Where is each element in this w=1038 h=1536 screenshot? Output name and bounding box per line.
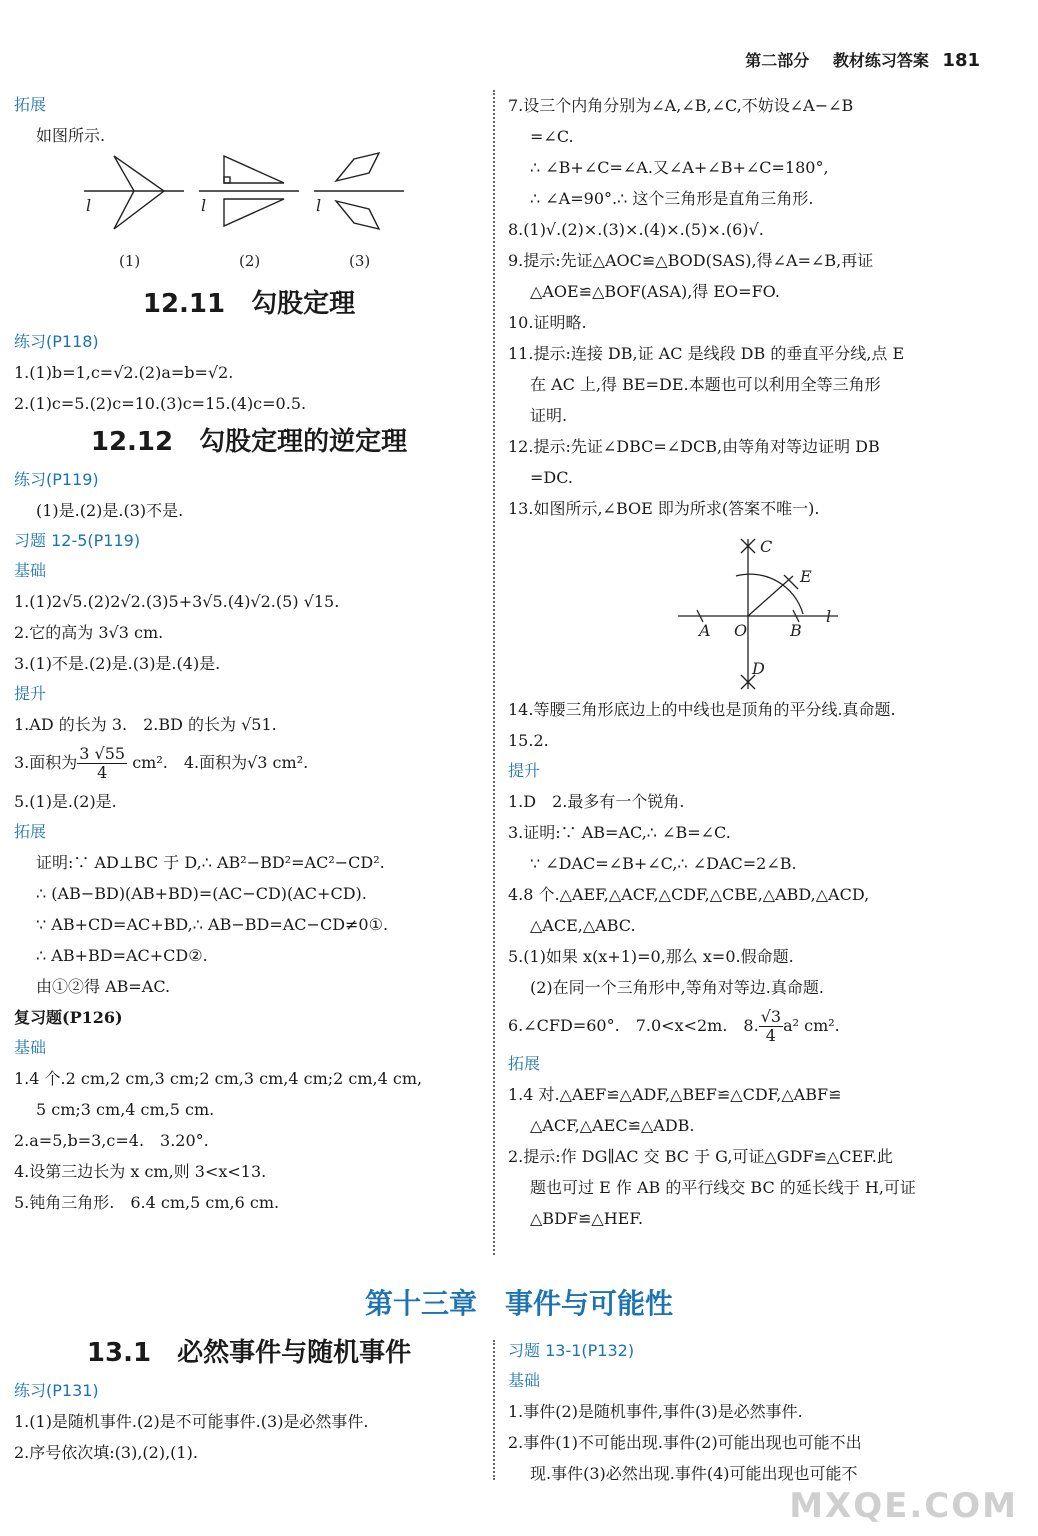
point-label-E: E: [800, 567, 812, 586]
figure-3: [314, 153, 404, 229]
tuozhan-text: 如图所示.: [36, 126, 106, 145]
answer-line: △BDF≌△HEF.: [530, 1209, 644, 1228]
answer-line: 1.4 对.△AEF≌△ADF,△BEF≌△CDF,△ABF≌: [508, 1085, 842, 1104]
answer-line: ∴ ∠A=90°.∴ 这个三角形是直角三角形.: [530, 189, 814, 208]
line-l-label-3: l: [316, 196, 322, 215]
answer-line: ∵ ∠DAC=∠B+∠C,∴ ∠DAC=2∠B.: [530, 854, 797, 873]
answer-line: 2.事件(1)不可能出现.事件(2)可能出现也可能不出: [508, 1433, 862, 1452]
subheading-tuozhan: 拓展: [14, 822, 47, 841]
construction-figure: [508, 524, 988, 694]
fig-label-1: (1): [119, 252, 141, 270]
point-label-O: O: [734, 621, 748, 640]
figure-1: [84, 156, 184, 229]
page-header: [745, 48, 980, 71]
left-column: [14, 90, 484, 1218]
subheading-lx131: 练习(P131): [14, 1381, 99, 1400]
answer-line-fraction: [508, 1003, 988, 1049]
answer-line: (1)是.(2)是.(3)不是.: [36, 501, 184, 520]
answer-line: 9.提示:先证△AOC≌△BOD(SAS),得∠A=∠B,再证: [508, 251, 874, 270]
subheading-xt12-5: 习题 12-5(P119): [14, 531, 141, 550]
answer-line: 2.它的高为 3√3 cm.: [14, 623, 164, 642]
line-label-l: l: [826, 607, 832, 626]
right-column-chapter13: [508, 1336, 988, 1489]
answer-line: 12.提示:先证∠DBC=∠DCB,由等角对等边证明 DB: [508, 437, 880, 456]
answer-line: 4.8 个.△AEF,△ACF,△CDF,△CBE,△ABD,△ACD,: [508, 885, 870, 904]
subheading-lx119: 练习(P119): [14, 470, 99, 489]
answer-suffix: cm². 4.面积为√3 cm².: [127, 753, 309, 772]
answer-line: 1.(1)b=1,c=√2.(2)a=b=√2.: [14, 363, 234, 382]
answer-line: =DC.: [530, 468, 573, 487]
answer-line: 2.a=5,b=3,c=4. 3.20°.: [14, 1131, 209, 1150]
reflection-figures: [74, 151, 494, 281]
fraction: [77, 745, 127, 782]
proof-line: ∵ AB+CD=AC+BD,∴ AB−BD=AC−CD≠0①.: [36, 915, 389, 934]
fraction-numerator: √3: [760, 1007, 782, 1026]
answer-line: 3.(1)不是.(2)是.(3)是.(4)是.: [14, 654, 221, 673]
subheading-jichu: 基础: [14, 1038, 47, 1057]
column-divider-bottom: [493, 1340, 495, 1480]
answer-line: 15.2.: [508, 731, 549, 750]
answer-line: 5.(1)是.(2)是.: [14, 792, 117, 811]
chapter-title: 第十三章 事件与可能性: [364, 1287, 673, 1320]
subheading-tisheng: 提升: [508, 761, 541, 780]
answer-line: 1.4 个.2 cm,2 cm,3 cm;2 cm,3 cm,4 cm;2 cm,4 cm,: [14, 1069, 423, 1088]
fraction-denominator: 4: [765, 1026, 776, 1045]
answer-line-fraction: [14, 740, 484, 786]
answer-line: 5.钝角三角形. 6.4 cm,5 cm,6 cm.: [14, 1193, 280, 1212]
point-label-B: B: [790, 621, 802, 640]
answer-line: 8.(1)√.(2)×.(3)×.(4)×.(5)×.(6)√.: [508, 220, 764, 239]
answer-line: △AOE≌△BOF(ASA),得 EO=FO.: [530, 282, 780, 301]
answer-line: 题也可过 E 作 AB 的平行线交 BC 的延长线于 H,可证: [530, 1178, 916, 1197]
answer-line: 1.D 2.最多有一个锐角.: [508, 792, 685, 811]
proof-line: 证明:∵ AD⊥BC 于 D,∴ AB²−BD²=AC²−CD².: [36, 853, 385, 872]
point-label-D: D: [752, 659, 765, 678]
answer-line: 5.(1)如果 x(x+1)=0,那么 x=0.假命题.: [508, 947, 794, 966]
watermark: MXQE.COM: [789, 1486, 1018, 1526]
section-title-12-12: 12.12 勾股定理的逆定理: [90, 427, 408, 457]
proof-line: 由①②得 AB=AC.: [36, 977, 171, 996]
subheading-tuozhan: 拓展: [14, 95, 47, 114]
fig-label-3: (3): [349, 252, 371, 270]
answer-prefix: 3.面积为: [14, 753, 78, 772]
header-book: 教材练习答案: [832, 51, 929, 70]
answer-line: 2.提示:作 DG∥AC 交 BC 于 G,可证△GDF≌△CEF.此: [508, 1147, 893, 1166]
answer-line: △ACE,△ABC.: [530, 916, 636, 935]
answer-line: 13.如图所示,∠BOE 即为所求(答案不唯一).: [508, 499, 820, 518]
line-l-label-2: l: [201, 196, 207, 215]
answer-line: 1.(1)2√5.(2)2√2.(3)5+3√5.(4)√2.(5) √15.: [14, 592, 340, 611]
point-label-C: C: [760, 537, 773, 556]
fraction: [759, 1008, 783, 1045]
answer-line: 1.事件(2)是随机事件,事件(3)是必然事件.: [508, 1402, 803, 1421]
fraction-numerator: 3 √55: [79, 744, 126, 763]
section-title-12-11: 12.11 勾股定理: [142, 289, 356, 319]
answer-line: 5 cm;3 cm,4 cm,5 cm.: [36, 1100, 215, 1119]
left-column-chapter13: [14, 1330, 484, 1468]
answer-line: 1.(1)是随机事件.(2)是不可能事件.(3)是必然事件.: [14, 1412, 369, 1431]
subheading-jichu: 基础: [14, 561, 47, 580]
answer-line: 证明.: [530, 406, 568, 425]
answer-line: ∴ ∠B+∠C=∠A.又∠A+∠B+∠C=180°,: [530, 158, 829, 177]
answer-line: 3.证明:∵ AB=AC,∴ ∠B=∠C.: [508, 823, 731, 842]
answer-line: 4.设第三边长为 x cm,则 3<x<13.: [14, 1162, 267, 1181]
answer-prefix: 6.∠CFD=60°. 7.0<x<2m. 8.: [508, 1016, 759, 1035]
fig-label-2: (2): [239, 252, 261, 270]
page-number: 181: [942, 50, 980, 71]
right-column: [508, 90, 988, 1234]
answer-line: 现.事件(3)必然出现.事件(4)可能出现也可能不: [530, 1464, 858, 1483]
answer-line: (2)在同一个三角形中,等角对等边.真命题.: [530, 978, 824, 997]
answer-line: 7.设三个内角分别为∠A,∠B,∠C,不妨设∠A−∠B: [508, 96, 854, 115]
subheading-jichu: 基础: [508, 1371, 541, 1390]
figure-2: [199, 156, 299, 226]
header-section: 第二部分: [745, 51, 810, 70]
subheading-tuozhan: 拓展: [508, 1054, 541, 1073]
subheading-fuxiti: 复习题(P126): [14, 1008, 123, 1027]
point-label-A: A: [699, 621, 711, 640]
proof-line: ∴ AB+BD=AC+CD②.: [36, 946, 208, 965]
subheading-xt13-1: 习题 13-1(P132): [508, 1341, 635, 1360]
answer-line: =∠C.: [530, 127, 574, 146]
answer-suffix: a² cm².: [783, 1016, 840, 1035]
subheading-tisheng: 提升: [14, 684, 47, 703]
answer-line: 11.提示:连接 DB,证 AC 是线段 DB 的垂直平分线,点 E: [508, 344, 905, 363]
answer-line: 10.证明略.: [508, 313, 587, 332]
proof-line: ∴ (AB−BD)(AB+BD)=(AC−CD)(AC+CD).: [36, 884, 367, 903]
answer-line: 14.等腰三角形底边上的中线也是顶角的平分线.真命题.: [508, 700, 896, 719]
fraction-denominator: 4: [97, 763, 108, 782]
answer-line: 2.序号依次填:(3),(2),(1).: [14, 1443, 198, 1462]
line-l-label-1: l: [86, 196, 92, 215]
answer-line: 在 AC 上,得 BE=DE.本题也可以利用全等三角形: [530, 375, 881, 394]
answer-line: 2.(1)c=5.(2)c=10.(3)c=15.(4)c=0.5.: [14, 394, 307, 413]
section-title-13-1: 13.1 必然事件与随机事件: [86, 1338, 412, 1368]
answer-line: 1.AD 的长为 3. 2.BD 的长为 √51.: [14, 715, 277, 734]
answer-line: △ACF,△AEC≌△ADB.: [530, 1116, 695, 1135]
subheading-lx118: 练习(P118): [14, 332, 99, 351]
